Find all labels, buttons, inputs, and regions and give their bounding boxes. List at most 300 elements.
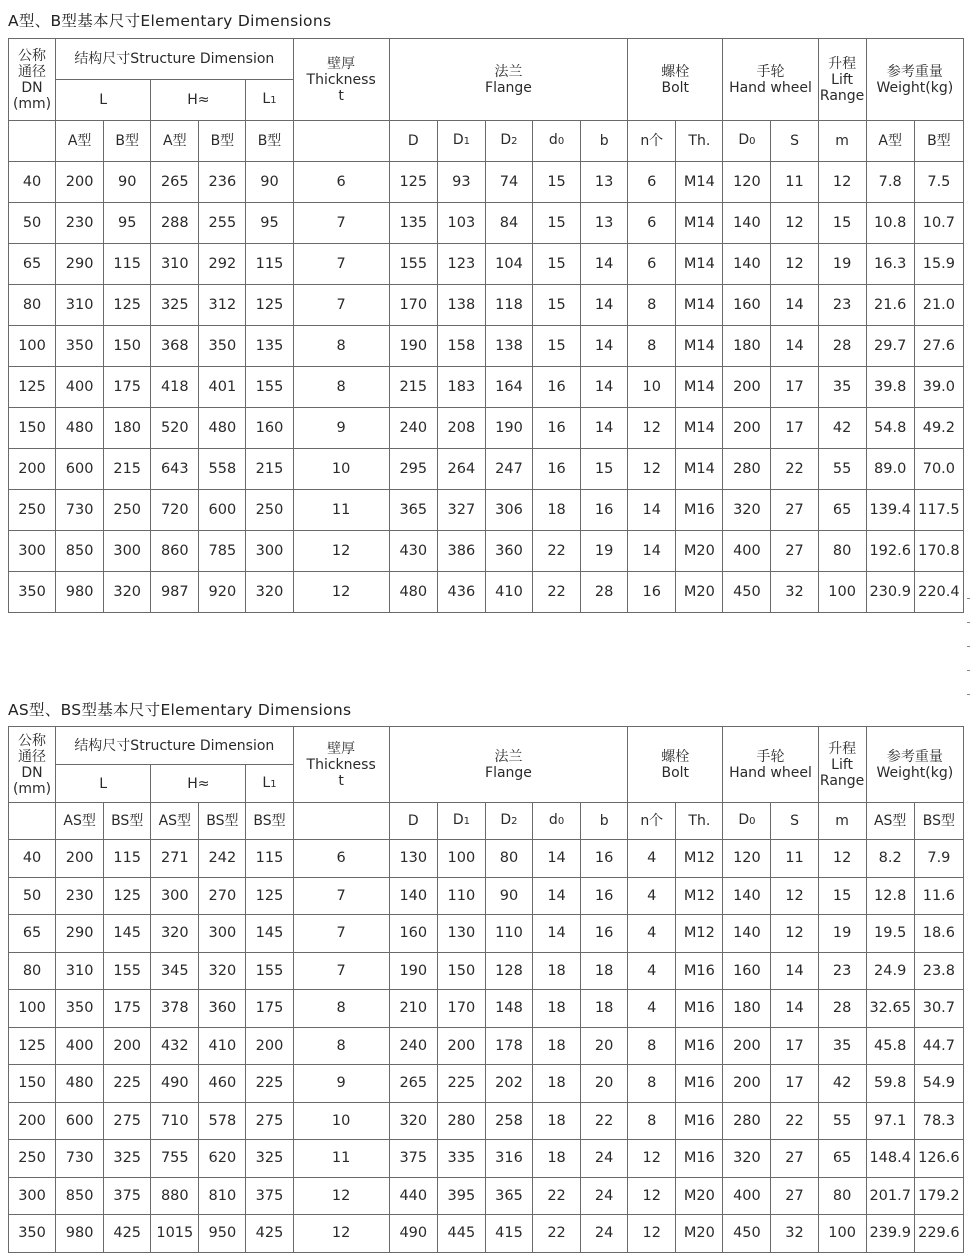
subheader-text: AS型: [158, 813, 192, 829]
cell-flange-b: 16: [581, 877, 628, 915]
cell-thickness: 8: [293, 326, 389, 367]
cell-flange-d: 490: [389, 1215, 437, 1253]
subheader-weight-a: [866, 803, 914, 840]
cell-l1-b: 135: [246, 326, 293, 367]
header-lift: [818, 39, 866, 121]
cell-bolt-n: 8: [628, 285, 676, 326]
cell-l-b: 375: [104, 1177, 151, 1215]
cell-lift-m: 23: [818, 952, 866, 990]
cell-flange-d: 265: [389, 1065, 437, 1103]
cell-handwheel-s: 14: [771, 326, 818, 367]
header-line: Thickness: [306, 71, 376, 88]
cell-handwheel-s: 17: [771, 1027, 818, 1065]
header-dn-blank: [9, 803, 56, 840]
subheader-text: D: [500, 132, 512, 148]
cell-l1-b: 215: [246, 449, 293, 490]
cell-bolt-n: 6: [628, 203, 676, 244]
subscript: 0: [749, 816, 756, 827]
subscript: 2: [511, 136, 518, 147]
table-row: [9, 490, 964, 531]
cell-flange-d0: 14: [533, 915, 581, 953]
header-text: H≈: [187, 775, 210, 792]
cell-lift-m: 55: [818, 449, 866, 490]
cell-l1-b: 200: [246, 1027, 293, 1065]
header-structure: [56, 39, 293, 80]
cell-lift-m: 19: [818, 244, 866, 285]
cell-weight-b: 44.7: [914, 1027, 963, 1065]
cell-handwheel-s: 12: [771, 203, 818, 244]
header-line: (mm): [12, 780, 52, 797]
cell-flange-b: 19: [581, 531, 628, 572]
header-line: Flange: [485, 79, 532, 96]
header-weight: [866, 39, 963, 121]
cell-h-b: 350: [199, 326, 246, 367]
cell-l-a: 230: [56, 203, 104, 244]
subheader-weight-a: [866, 121, 914, 162]
cell-l1-b: 90: [246, 162, 293, 203]
cell-thickness: 7: [293, 915, 389, 953]
subscript: 2: [511, 816, 518, 827]
cell-flange-d: 170: [389, 285, 437, 326]
cell-flange-d1: 395: [437, 1177, 485, 1215]
cell-handwheel-d0: 160: [723, 952, 771, 990]
cell-l-a: 480: [56, 408, 104, 449]
cell-bolt-n: 12: [628, 1215, 676, 1253]
cell-flange-d1: 200: [437, 1027, 485, 1065]
cell-h-b: 480: [199, 408, 246, 449]
cell-h-b: 360: [199, 990, 246, 1028]
cell-h-a: 710: [151, 1102, 199, 1140]
cell-dn: 50: [9, 877, 56, 915]
cell-bolt-th: M16: [676, 990, 723, 1028]
cell-h-a: 860: [151, 531, 199, 572]
cell-l1-b: 225: [246, 1065, 293, 1103]
cell-bolt-th: M14: [676, 285, 723, 326]
cell-handwheel-s: 27: [771, 490, 818, 531]
subheader-text: n个: [640, 813, 664, 829]
cell-weight-b: 10.7: [914, 203, 963, 244]
cell-l-a: 480: [56, 1065, 104, 1103]
header-handwheel: [723, 727, 818, 803]
cell-dn: 65: [9, 244, 56, 285]
cell-h-b: 320: [199, 952, 246, 990]
cell-h-a: 1015: [151, 1215, 199, 1253]
cell-h-a: 271: [151, 840, 199, 878]
table-row: [9, 203, 964, 244]
header-handwheel: [723, 39, 818, 121]
subheader-text: d: [548, 812, 558, 828]
cell-handwheel-s: 14: [771, 952, 818, 990]
cell-flange-d: 190: [389, 952, 437, 990]
cell-dn: 250: [9, 1140, 56, 1178]
cell-flange-d2: 90: [485, 877, 532, 915]
subheader-l-b: [104, 121, 151, 162]
cell-l-a: 730: [56, 1140, 104, 1178]
cell-handwheel-s: 17: [771, 408, 818, 449]
cell-l-a: 600: [56, 1102, 104, 1140]
subheader-text: A型: [67, 133, 92, 149]
header-line: 螺栓: [661, 63, 690, 80]
cell-weight-b: 170.8: [914, 531, 963, 572]
cell-thickness: 7: [293, 877, 389, 915]
table-title: A型、B型基本尺寸Elementary Dimensions: [8, 12, 332, 30]
cell-flange-d1: 123: [437, 244, 485, 285]
cell-handwheel-d0: 450: [723, 1215, 771, 1253]
cell-dn: 65: [9, 915, 56, 953]
cell-flange-d0: 18: [533, 1027, 581, 1065]
cell-l-b: 175: [104, 367, 151, 408]
cell-flange-d: 480: [389, 572, 437, 613]
subheader-thickness-blank: [293, 803, 389, 840]
cell-h-a: 643: [151, 449, 199, 490]
cell-flange-d0: 15: [533, 244, 581, 285]
cell-lift-m: 42: [818, 1065, 866, 1103]
subheader-l1-b: [246, 803, 293, 840]
cell-l1-b: 175: [246, 990, 293, 1028]
cell-dn: 250: [9, 490, 56, 531]
cell-lift-m: 28: [818, 326, 866, 367]
cell-l1-b: 320: [246, 572, 293, 613]
cell-handwheel-d0: 400: [723, 1177, 771, 1215]
table-row: [9, 1027, 964, 1065]
table-row: [9, 1215, 964, 1253]
cell-flange-d2: 415: [485, 1215, 532, 1253]
cell-l1-b: 275: [246, 1102, 293, 1140]
header-l1: [246, 80, 293, 121]
table-row: [9, 449, 964, 490]
cell-h-a: 288: [151, 203, 199, 244]
cell-flange-d: 320: [389, 1102, 437, 1140]
cell-thickness: 7: [293, 203, 389, 244]
header-line: Range: [819, 772, 865, 789]
cell-flange-d: 140: [389, 877, 437, 915]
cell-flange-b: 18: [581, 990, 628, 1028]
cell-weight-a: 21.6: [866, 285, 914, 326]
cell-bolt-th: M14: [676, 367, 723, 408]
cell-lift-m: 65: [818, 1140, 866, 1178]
cell-l-b: 155: [104, 952, 151, 990]
cell-flange-d2: 316: [485, 1140, 532, 1178]
cell-bolt-th: M20: [676, 572, 723, 613]
cell-bolt-th: M14: [676, 326, 723, 367]
cell-bolt-th: M14: [676, 244, 723, 285]
cell-handwheel-s: 27: [771, 531, 818, 572]
cell-weight-a: 192.6: [866, 531, 914, 572]
cell-h-b: 410: [199, 1027, 246, 1065]
cell-handwheel-d0: 320: [723, 490, 771, 531]
cell-handwheel-s: 12: [771, 244, 818, 285]
cell-flange-d0: 22: [533, 1177, 581, 1215]
cell-flange-d0: 14: [533, 877, 581, 915]
cell-bolt-th: M12: [676, 877, 723, 915]
header-line: Hand wheel: [729, 79, 812, 96]
cell-thickness: 12: [293, 1177, 389, 1215]
subheader-flange-b: [581, 803, 628, 840]
cell-flange-b: 24: [581, 1215, 628, 1253]
cell-l1-b: 375: [246, 1177, 293, 1215]
cell-h-a: 490: [151, 1065, 199, 1103]
cell-bolt-n: 8: [628, 1065, 676, 1103]
cell-l1-b: 95: [246, 203, 293, 244]
header-structure: [56, 727, 293, 765]
cell-bolt-n: 6: [628, 162, 676, 203]
header-text: L: [262, 774, 271, 791]
header-weight: [866, 727, 963, 803]
subheader-handwheel-d0: [723, 803, 771, 840]
subheader-flange-d: [389, 803, 437, 840]
cell-bolt-n: 8: [628, 1102, 676, 1140]
cell-bolt-n: 10: [628, 367, 676, 408]
cell-handwheel-s: 32: [771, 572, 818, 613]
subheader-text: Th.: [688, 133, 711, 149]
cell-handwheel-d0: 180: [723, 326, 771, 367]
cell-bolt-th: M16: [676, 1140, 723, 1178]
cell-weight-a: 45.8: [866, 1027, 914, 1065]
cell-thickness: 11: [293, 1140, 389, 1178]
cell-h-b: 242: [199, 840, 246, 878]
subheader-text: d: [548, 132, 558, 148]
cell-bolt-n: 14: [628, 490, 676, 531]
cell-l1-b: 115: [246, 244, 293, 285]
cell-flange-d1: 436: [437, 572, 485, 613]
cell-flange-b: 14: [581, 408, 628, 449]
cell-dn: 40: [9, 162, 56, 203]
header-line: Range: [819, 87, 865, 104]
table-row: [9, 162, 964, 203]
cell-handwheel-d0: 200: [723, 1065, 771, 1103]
cell-h-a: 325: [151, 285, 199, 326]
cell-h-b: 312: [199, 285, 246, 326]
table-row: [9, 1177, 964, 1215]
subscript: 0: [749, 136, 756, 147]
cell-lift-m: 28: [818, 990, 866, 1028]
subheader-text: n个: [640, 133, 664, 149]
cell-flange-d: 295: [389, 449, 437, 490]
cell-l-b: 320: [104, 572, 151, 613]
cell-bolt-n: 12: [628, 408, 676, 449]
dimensions-table-as-bs: [8, 726, 964, 1253]
cell-h-a: 320: [151, 915, 199, 953]
cell-handwheel-d0: 200: [723, 367, 771, 408]
header-line: 壁厚: [327, 740, 356, 757]
subheader-flange-b: [581, 121, 628, 162]
header-l: [56, 765, 151, 803]
table-row: [9, 1065, 964, 1103]
cell-handwheel-d0: 160: [723, 285, 771, 326]
cell-flange-d2: 365: [485, 1177, 532, 1215]
cell-weight-b: 27.6: [914, 326, 963, 367]
cell-h-b: 950: [199, 1215, 246, 1253]
cell-thickness: 7: [293, 952, 389, 990]
cell-dn: 200: [9, 449, 56, 490]
cell-flange-d2: 190: [485, 408, 532, 449]
table-row: [9, 915, 964, 953]
cell-flange-d2: 306: [485, 490, 532, 531]
cell-flange-d0: 22: [533, 1215, 581, 1253]
cell-bolt-th: M16: [676, 1065, 723, 1103]
cell-thickness: 7: [293, 285, 389, 326]
cell-weight-a: 32.65: [866, 990, 914, 1028]
cell-handwheel-d0: 450: [723, 572, 771, 613]
subheader-text: S: [790, 813, 799, 829]
header-line: (mm): [12, 95, 52, 112]
cell-bolt-th: M12: [676, 840, 723, 878]
cell-l1-b: 145: [246, 915, 293, 953]
cell-l1-b: 300: [246, 531, 293, 572]
cell-lift-m: 15: [818, 203, 866, 244]
cell-weight-b: 18.6: [914, 915, 963, 953]
cell-flange-d: 210: [389, 990, 437, 1028]
cell-flange-d0: 18: [533, 1102, 581, 1140]
cell-h-b: 236: [199, 162, 246, 203]
cell-flange-d: 190: [389, 326, 437, 367]
cell-l-b: 115: [104, 244, 151, 285]
table-title: AS型、BS型基本尺寸Elementary Dimensions: [8, 701, 352, 719]
cell-l-b: 115: [104, 840, 151, 878]
cell-bolt-th: M20: [676, 1177, 723, 1215]
cell-flange-d2: 74: [485, 162, 532, 203]
cell-weight-b: 30.7: [914, 990, 963, 1028]
cell-weight-b: 15.9: [914, 244, 963, 285]
cell-l1-b: 425: [246, 1215, 293, 1253]
cell-weight-a: 201.7: [866, 1177, 914, 1215]
cell-dn: 150: [9, 1065, 56, 1103]
subheader-h-a: [151, 803, 199, 840]
cell-bolt-n: 4: [628, 990, 676, 1028]
cell-lift-m: 100: [818, 572, 866, 613]
cell-dn: 80: [9, 952, 56, 990]
cell-l-a: 850: [56, 531, 104, 572]
cell-handwheel-d0: 200: [723, 1027, 771, 1065]
table-row: [9, 990, 964, 1028]
cell-weight-b: 49.2: [914, 408, 963, 449]
cell-weight-b: 78.3: [914, 1102, 963, 1140]
header-line: Flange: [485, 764, 532, 781]
cell-weight-b: 39.0: [914, 367, 963, 408]
table-row: [9, 244, 964, 285]
cell-handwheel-s: 12: [771, 877, 818, 915]
subscript: 1: [270, 95, 277, 106]
subscript: 1: [463, 816, 470, 827]
cell-dn: 350: [9, 572, 56, 613]
table-row: [9, 285, 964, 326]
header-line: 公称: [18, 47, 47, 64]
cell-bolt-n: 4: [628, 840, 676, 878]
cell-l-a: 200: [56, 840, 104, 878]
dimensions-table-a-b: [8, 38, 964, 613]
header-line: DN: [21, 764, 43, 781]
cell-l-b: 125: [104, 877, 151, 915]
subheader-thickness-blank: [293, 121, 389, 162]
subheader-text: BS型: [922, 813, 955, 829]
subheader-text: D: [452, 812, 464, 828]
subheader-flange-d0: [533, 121, 581, 162]
cell-flange-b: 16: [581, 915, 628, 953]
table-row: [9, 840, 964, 878]
cell-l-b: 200: [104, 1027, 151, 1065]
table-row: [9, 531, 964, 572]
cell-weight-b: 21.0: [914, 285, 963, 326]
header-line: Thickness: [306, 756, 376, 773]
cell-flange-d0: 18: [533, 1140, 581, 1178]
cell-h-b: 270: [199, 877, 246, 915]
cell-lift-m: 15: [818, 877, 866, 915]
cell-bolt-th: M20: [676, 1215, 723, 1253]
subheader-h-b: [199, 121, 246, 162]
cell-h-b: 810: [199, 1177, 246, 1215]
cell-flange-d0: 15: [533, 326, 581, 367]
cell-weight-a: 24.9: [866, 952, 914, 990]
cell-handwheel-d0: 120: [723, 162, 771, 203]
header-line: 手轮: [756, 63, 785, 80]
cell-weight-a: 10.8: [866, 203, 914, 244]
subheader-bolt-th: [676, 803, 723, 840]
cell-lift-m: 35: [818, 367, 866, 408]
cell-flange-d: 135: [389, 203, 437, 244]
cell-handwheel-s: 14: [771, 285, 818, 326]
cell-handwheel-s: 27: [771, 1177, 818, 1215]
cell-dn: 300: [9, 531, 56, 572]
cell-l-b: 225: [104, 1065, 151, 1103]
cell-flange-d: 125: [389, 162, 437, 203]
cell-flange-d1: 335: [437, 1140, 485, 1178]
header-line: 法兰: [494, 748, 523, 765]
cell-flange-d0: 18: [533, 490, 581, 531]
subheader-handwheel-s: [771, 121, 818, 162]
cell-bolt-th: M14: [676, 162, 723, 203]
cell-dn: 150: [9, 408, 56, 449]
cell-bolt-n: 8: [628, 326, 676, 367]
cell-handwheel-d0: 120: [723, 840, 771, 878]
cell-weight-a: 54.8: [866, 408, 914, 449]
cell-handwheel-s: 12: [771, 915, 818, 953]
cell-h-b: 300: [199, 915, 246, 953]
cell-flange-d0: 18: [533, 990, 581, 1028]
cell-thickness: 6: [293, 840, 389, 878]
cell-flange-d1: 110: [437, 877, 485, 915]
cell-l-a: 400: [56, 367, 104, 408]
cell-flange-b: 28: [581, 572, 628, 613]
cell-dn: 125: [9, 367, 56, 408]
subheader-text: m: [835, 133, 849, 149]
cell-handwheel-d0: 180: [723, 990, 771, 1028]
cell-bolt-n: 4: [628, 952, 676, 990]
cell-bolt-n: 4: [628, 915, 676, 953]
cell-handwheel-s: 14: [771, 990, 818, 1028]
cell-flange-d1: 158: [437, 326, 485, 367]
subheader-flange-d2: [485, 121, 532, 162]
cell-handwheel-d0: 400: [723, 531, 771, 572]
cell-dn: 100: [9, 326, 56, 367]
cell-h-b: 785: [199, 531, 246, 572]
cell-weight-b: 117.5: [914, 490, 963, 531]
cell-flange-d: 430: [389, 531, 437, 572]
cell-flange-d: 160: [389, 915, 437, 953]
cell-h-b: 578: [199, 1102, 246, 1140]
cell-flange-d0: 15: [533, 285, 581, 326]
cell-flange-d2: 258: [485, 1102, 532, 1140]
cell-dn: 200: [9, 1102, 56, 1140]
cell-flange-d: 440: [389, 1177, 437, 1215]
cell-flange-d: 130: [389, 840, 437, 878]
cell-flange-d1: 280: [437, 1102, 485, 1140]
cell-lift-m: 80: [818, 1177, 866, 1215]
header-flange: [389, 39, 627, 121]
cell-handwheel-d0: 320: [723, 1140, 771, 1178]
cell-flange-d0: 16: [533, 367, 581, 408]
cell-flange-b: 24: [581, 1140, 628, 1178]
subheader-text: D: [452, 132, 464, 148]
